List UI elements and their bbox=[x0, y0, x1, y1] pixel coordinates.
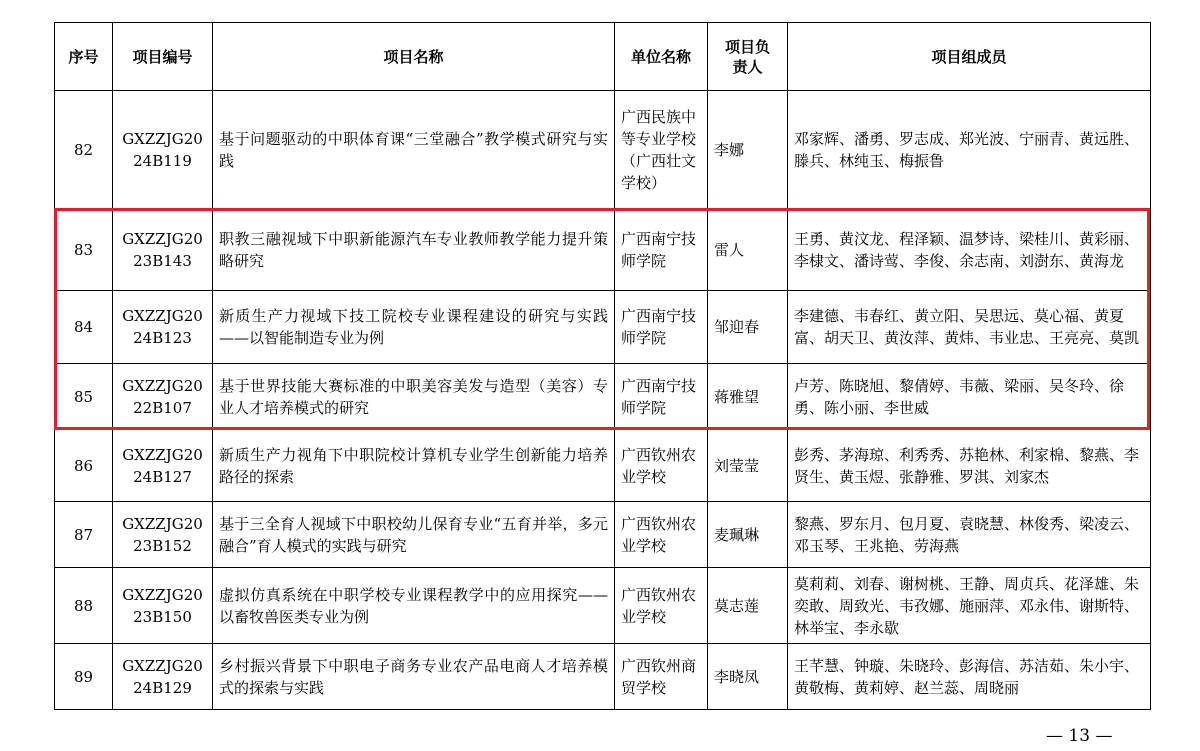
table-row bbox=[55, 364, 1151, 430]
row-name: 新质生产力视域下技工院校专业课程建设的研究与实践——以智能制造专业为例 bbox=[213, 291, 615, 364]
row-name: 职教三融视域下中职新能源汽车专业教师教学能力提升策略研究 bbox=[213, 210, 615, 291]
row-members: 卢芳、陈晓旭、黎倩婷、韦薇、梁丽、吴冬玲、徐勇、陈小丽、李世威 bbox=[788, 364, 1151, 430]
row-code: GXZZJG2023B150 bbox=[113, 568, 213, 644]
row-members: 彭秀、茅海琼、利秀秀、苏艳林、利家棉、黎燕、李贤生、黄玉煜、张静雅、罗淇、刘家杰 bbox=[788, 430, 1151, 502]
row-name: 基于世界技能大赛标准的中职美容美发与造型（美容）专业人才培养模式的研究 bbox=[213, 364, 615, 430]
header-members: 项目组成员 bbox=[788, 23, 1151, 91]
row-unit: 广西南宁技师学院 bbox=[615, 291, 708, 364]
header-no: 序号 bbox=[55, 23, 113, 91]
row-code: GXZZJG2024B127 bbox=[113, 430, 213, 502]
row-no: 84 bbox=[55, 291, 113, 364]
row-members: 邓家辉、潘勇、罗志成、郑光波、宁丽青、黄远胜、滕兵、林纯玉、梅振鲁 bbox=[788, 91, 1151, 210]
row-no: 88 bbox=[55, 568, 113, 644]
table-row bbox=[55, 644, 1151, 710]
table-row bbox=[55, 210, 1151, 291]
row-no: 82 bbox=[55, 91, 113, 210]
row-members: 李建德、韦春红、黄立阳、吴思远、莫心福、黄夏富、胡天卫、黄汝萍、黄炜、韦业忠、王亮亮、莫凯 bbox=[788, 291, 1151, 364]
row-no: 86 bbox=[55, 430, 113, 502]
row-members: 王芊慧、钟璇、朱晓玲、彭海信、苏洁茹、朱小宇、黄敬梅、黄莉婷、赵兰蕊、周晓丽 bbox=[788, 644, 1151, 710]
project-table bbox=[54, 22, 1151, 710]
row-code: GXZZJG2022B107 bbox=[113, 364, 213, 430]
row-unit: 广西钦州农业学校 bbox=[615, 502, 708, 568]
row-name: 乡村振兴背景下中职电子商务专业农产品电商人才培养模式的探索与实践 bbox=[213, 644, 615, 710]
header-row bbox=[55, 23, 1151, 91]
row-no: 83 bbox=[55, 210, 113, 291]
row-unit: 广西钦州商贸学校 bbox=[615, 644, 708, 710]
row-members: 王勇、黄汶龙、程泽颖、温梦诗、梁桂川、黄彩丽、李棣文、潘诗莺、李俊、余志南、刘澍东、黄海龙 bbox=[788, 210, 1151, 291]
row-members: 莫莉莉、刘春、谢树桃、王静、周贞兵、花泽雄、朱奕敢、周致光、韦孜娜、施丽萍、邓永伟、谢斯特、林举宝、李永歇 bbox=[788, 568, 1151, 644]
header-unit: 单位名称 bbox=[615, 23, 708, 91]
table-row bbox=[55, 430, 1151, 502]
row-code: GXZZJG2024B119 bbox=[113, 91, 213, 210]
row-unit: 广西南宁技师学院 bbox=[615, 364, 708, 430]
header-name: 项目名称 bbox=[213, 23, 615, 91]
row-unit: 广西南宁技师学院 bbox=[615, 210, 708, 291]
row-leader: 蒋雅望 bbox=[708, 364, 788, 430]
row-code: GXZZJG2024B129 bbox=[113, 644, 213, 710]
row-leader: 刘莹莹 bbox=[708, 430, 788, 502]
row-leader: 李晓凤 bbox=[708, 644, 788, 710]
table-row bbox=[55, 291, 1151, 364]
row-code: GXZZJG2023B152 bbox=[113, 502, 213, 568]
row-leader: 李娜 bbox=[708, 91, 788, 210]
row-unit: 广西钦州农业学校 bbox=[615, 430, 708, 502]
row-leader: 雷人 bbox=[708, 210, 788, 291]
header-code: 项目编号 bbox=[113, 23, 213, 91]
row-leader: 邹迎春 bbox=[708, 291, 788, 364]
row-name: 基于三全育人视域下中职校幼儿保育专业“五育并举，多元融合”育人模式的实践与研究 bbox=[213, 502, 615, 568]
row-unit: 广西钦州农业学校 bbox=[615, 568, 708, 644]
row-name: 新质生产力视角下中职院校计算机专业学生创新能力培养路径的探索 bbox=[213, 430, 615, 502]
row-code: GXZZJG2023B143 bbox=[113, 210, 213, 291]
header-leader: 项目负责人 bbox=[708, 23, 788, 91]
table-row bbox=[55, 568, 1151, 644]
row-no: 87 bbox=[55, 502, 113, 568]
row-no: 85 bbox=[55, 364, 113, 430]
row-leader: 莫志莲 bbox=[708, 568, 788, 644]
row-unit: 广西民族中等专业学校（广西壮文学校） bbox=[615, 91, 708, 210]
table-row bbox=[55, 91, 1151, 210]
table-row bbox=[55, 502, 1151, 568]
row-name: 虚拟仿真系统在中职学校专业课程教学中的应用探究——以畜牧兽医类专业为例 bbox=[213, 568, 615, 644]
page-number: — 13 — bbox=[1046, 726, 1113, 746]
row-code: GXZZJG2024B123 bbox=[113, 291, 213, 364]
row-no: 89 bbox=[55, 644, 113, 710]
row-name: 基于问题驱动的中职体育课“三堂融合”教学模式研究与实践 bbox=[213, 91, 615, 210]
row-members: 黎燕、罗东月、包月夏、袁晓慧、林俊秀、梁凌云、邓玉琴、王兆艳、劳海燕 bbox=[788, 502, 1151, 568]
row-leader: 麦珮琳 bbox=[708, 502, 788, 568]
